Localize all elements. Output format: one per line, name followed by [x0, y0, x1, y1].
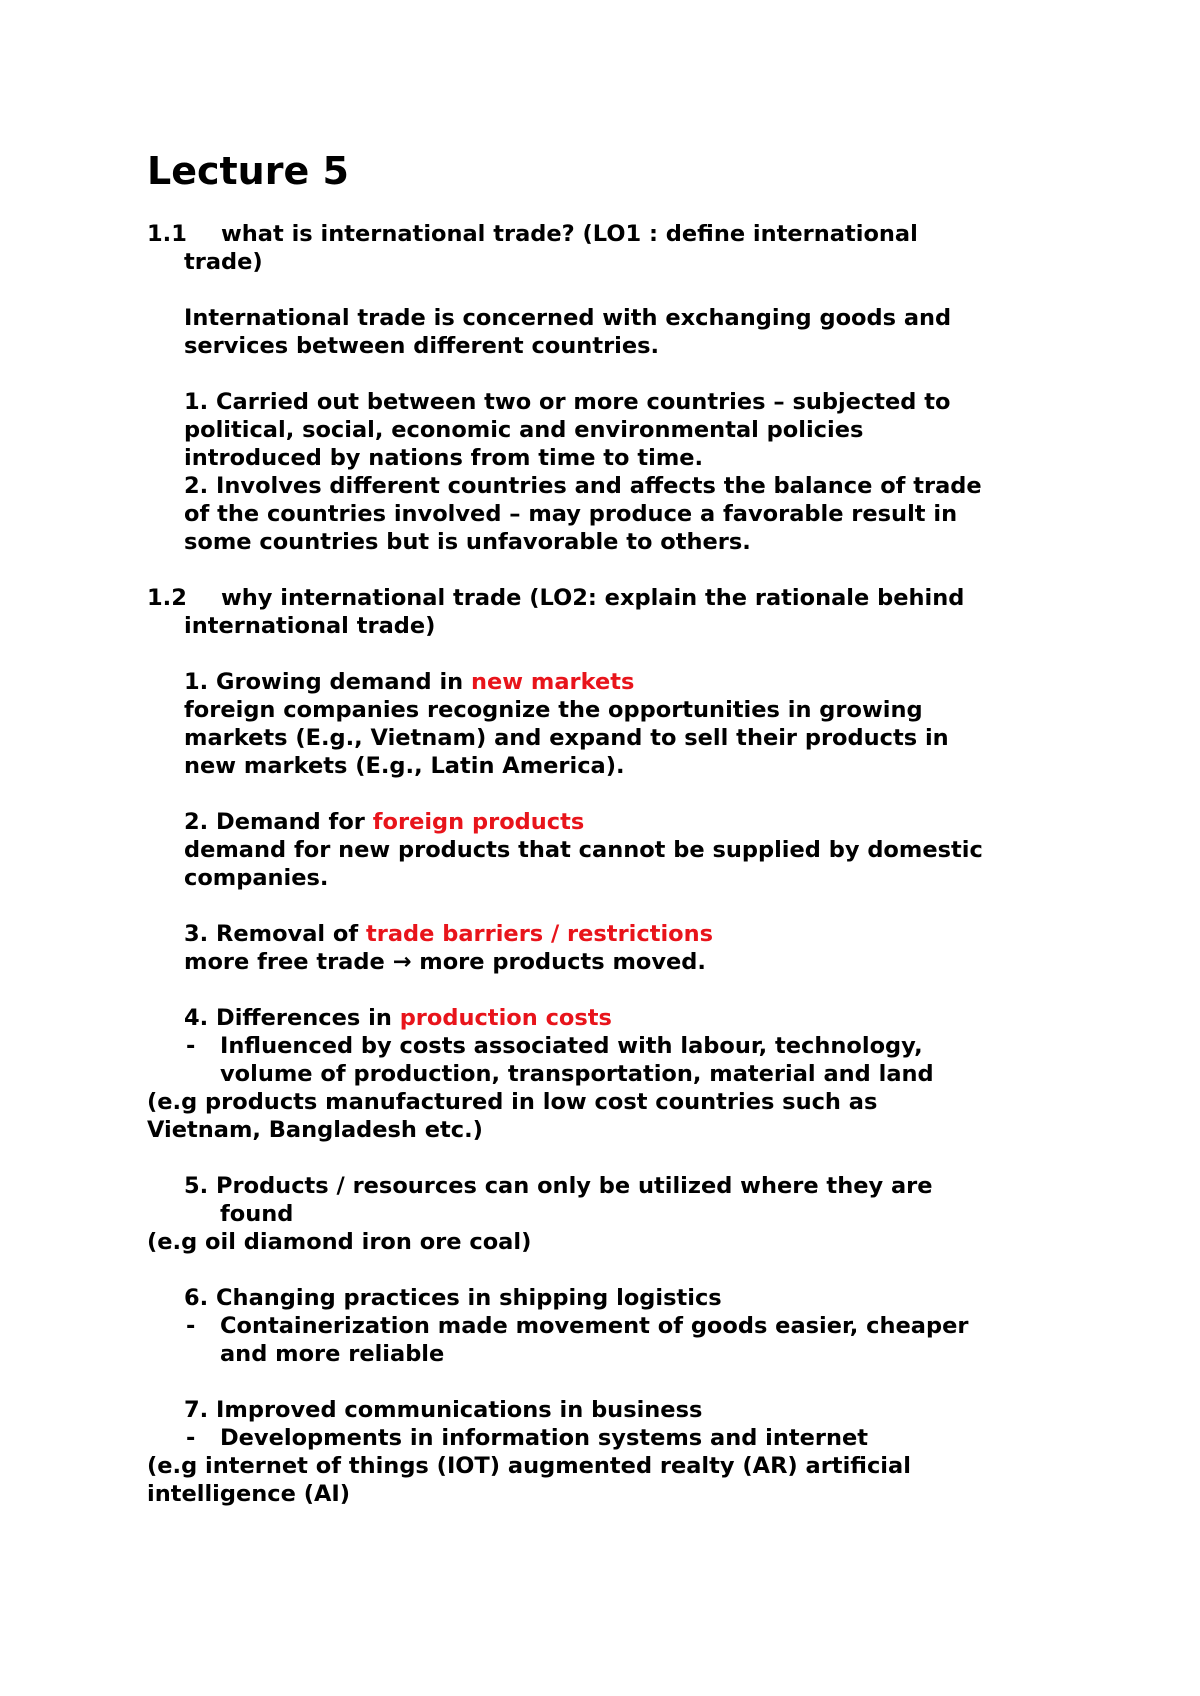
item-4-bullet-line: volume of production, transportation, material and land: [220, 1061, 934, 1087]
item-1-heading: 1. Growing demand in new markets: [184, 669, 635, 695]
item-1-line: foreign companies recognize the opportunities in growing: [184, 697, 923, 723]
definition-line: International trade is concerned with exchanging goods and: [184, 305, 952, 331]
highlight-text: foreign products: [372, 809, 585, 835]
point-2-line: 2. Involves different countries and affects the balance of trade: [184, 473, 982, 499]
definition-line: services between different countries.: [184, 333, 660, 359]
item-5-example: (e.g oil diamond iron ore coal): [147, 1229, 532, 1255]
item-4-example: (e.g products manufactured in low cost countries such as: [147, 1089, 878, 1115]
highlight-text: trade barriers / restrictions: [366, 921, 714, 947]
point-1-line: introduced by nations from time to time.: [184, 445, 704, 471]
point-2-line: of the countries involved – may produce a favorable result in: [184, 501, 958, 527]
point-1-line: political, social, economic and environmental policies: [184, 417, 864, 443]
item-1-line: new markets (E.g., Latin America).: [184, 753, 625, 779]
section-1-2-heading: 1.2 why international trade (LO2: explain the rationale behind: [147, 585, 965, 611]
item-7-heading: 7. Improved communications in business: [184, 1397, 703, 1423]
point-1-line: 1. Carried out between two or more countries – subjected to: [184, 389, 951, 415]
item-2-line: demand for new products that cannot be supplied by domestic: [184, 837, 983, 863]
highlight-text: new markets: [471, 669, 635, 695]
item-6-bullet-line: Containerization made movement of goods easier, cheaper: [220, 1313, 969, 1339]
item-7-bullet-line: Developments in information systems and internet: [220, 1425, 869, 1451]
bullet-dash: -: [186, 1425, 196, 1451]
item-7-example: intelligence (AI): [147, 1481, 351, 1507]
point-2-line: some countries but is unfavorable to others.: [184, 529, 751, 555]
item-2-line: companies.: [184, 865, 329, 891]
bullet-dash: -: [186, 1033, 196, 1059]
item-6-heading: 6. Changing practices in shipping logistics: [184, 1285, 722, 1311]
item-1-line: markets (E.g., Vietnam) and expand to sell their products in: [184, 725, 949, 751]
item-2-heading: 2. Demand for foreign products: [184, 809, 585, 835]
item-3-heading: 3. Removal of trade barriers / restrictions: [184, 921, 714, 947]
item-6-bullet-line: and more reliable: [220, 1341, 445, 1367]
item-4-bullet-line: Influenced by costs associated with labour, technology,: [220, 1033, 923, 1059]
item-3-line: more free trade → more products moved.: [184, 949, 706, 975]
page-title: Lecture 5: [147, 149, 349, 193]
item-7-example: (e.g internet of things (IOT) augmented realty (AR) artificial: [147, 1453, 911, 1479]
item-5-heading: 5. Products / resources can only be utilized where they are: [184, 1173, 933, 1199]
item-4-example: Vietnam, Bangladesh etc.): [147, 1117, 483, 1143]
highlight-text: production costs: [399, 1005, 612, 1031]
section-1-1-heading: 1.1 what is international trade? (LO1 : define international: [147, 221, 918, 247]
section-1-1-heading-cont: trade): [184, 249, 263, 275]
item-4-heading: 4. Differences in production costs: [184, 1005, 612, 1031]
section-1-2-heading-cont: international trade): [184, 613, 436, 639]
bullet-dash: -: [186, 1313, 196, 1339]
item-5-heading-cont: found: [220, 1201, 294, 1227]
